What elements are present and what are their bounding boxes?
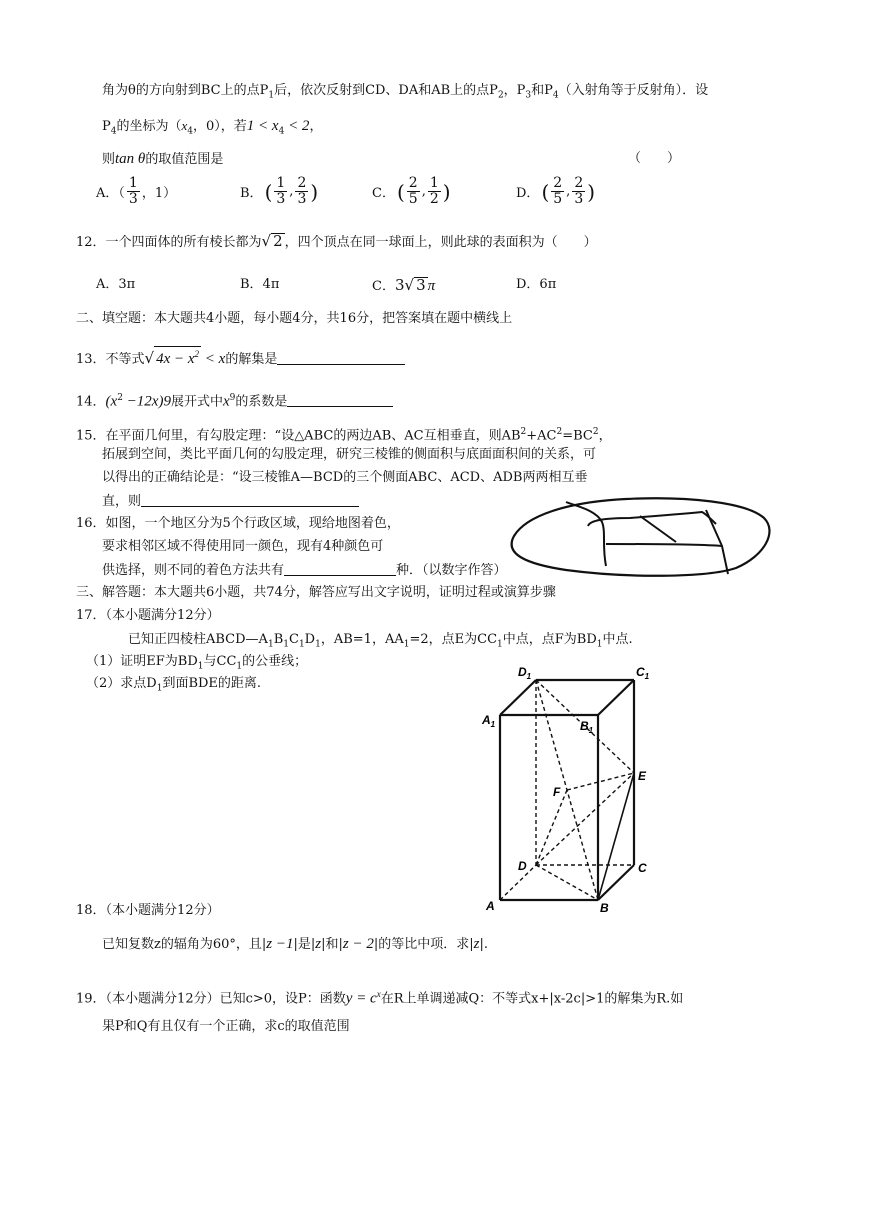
sqrt-radicand: 2 bbox=[273, 232, 283, 250]
fraction bbox=[572, 176, 585, 207]
subscript: 1 bbox=[236, 661, 243, 672]
label-e: E bbox=[638, 769, 647, 783]
q17-stem bbox=[128, 631, 633, 654]
subscript: 4 bbox=[187, 126, 194, 137]
math-expr: < x bbox=[201, 351, 226, 367]
subscript: 2 bbox=[497, 90, 504, 101]
q11-option-c: C． ( $\frac{2}{5}$ , $\frac{1}{2}$ ) bbox=[372, 175, 451, 207]
subscript: 3 bbox=[525, 90, 532, 101]
fraction bbox=[428, 176, 441, 207]
option-label: C． bbox=[372, 279, 395, 294]
q19-text: 19．（本小题满分12分）已知c>0，设P：函数 bbox=[76, 991, 346, 1007]
q15-line3: 以得出的正确结论是：“设三棱锥A—BCD的三个侧面ABC、ACD、ADB两两相互垂 bbox=[102, 470, 588, 485]
q15-line4 bbox=[102, 492, 359, 511]
q18-text: |和| bbox=[321, 937, 343, 952]
q18-stem bbox=[102, 935, 488, 954]
label-a: A bbox=[486, 899, 495, 913]
q11-text: P bbox=[102, 119, 111, 134]
segment-b-e bbox=[598, 773, 634, 900]
math-expr: (x bbox=[105, 393, 118, 410]
subscript: 1 bbox=[497, 639, 503, 650]
numerator: 2 bbox=[297, 175, 307, 191]
q15-line2: 拓展到空间，类比平面几何的勾股定理，研究三棱锥的侧面积与底面面积间的关系，可 bbox=[102, 447, 597, 462]
q12-option-d: D．6π bbox=[516, 277, 557, 292]
subscript: 1 bbox=[156, 683, 163, 694]
q17-text: 中点. bbox=[602, 632, 633, 647]
q11-text: 后，依次反射到CD、DA和AB上的点P bbox=[274, 83, 498, 98]
edge-b1-c1 bbox=[598, 680, 634, 715]
q17-text: ，AB=1，AA bbox=[320, 632, 404, 647]
q11-line1 bbox=[102, 82, 708, 105]
q17-text: 已知正四棱柱ABCD—A bbox=[128, 632, 268, 647]
q16-text: 种．（以数字作答） bbox=[396, 563, 507, 578]
segment-f-d bbox=[536, 790, 567, 865]
superscript: 9 bbox=[229, 393, 236, 403]
q11-text: 的坐标为（ bbox=[116, 119, 182, 134]
region-map-figure bbox=[506, 496, 776, 580]
superscript: 2 bbox=[520, 427, 527, 437]
math-expr: z bbox=[473, 936, 480, 952]
q17-text: =2，点E为CC bbox=[409, 632, 498, 647]
coef: 3 bbox=[394, 276, 405, 294]
pi: π bbox=[427, 278, 436, 294]
q17-part2 bbox=[86, 675, 261, 698]
math-expr: < 2 bbox=[284, 118, 310, 134]
q12-option-b: B．4π bbox=[240, 277, 280, 292]
subscript: 1 bbox=[283, 639, 289, 650]
subscript: 4 bbox=[278, 126, 285, 137]
fraction bbox=[274, 176, 287, 207]
numerator: 1 bbox=[128, 175, 138, 191]
segment-d-b bbox=[536, 865, 598, 900]
subscript: 1 bbox=[197, 661, 204, 672]
q11-line2 bbox=[102, 117, 322, 141]
q17-part1 bbox=[86, 653, 307, 676]
label-d: D bbox=[518, 859, 527, 873]
label-c1: $C_1$ bbox=[636, 665, 650, 681]
superscript: 2 bbox=[556, 427, 563, 437]
q19-line1 bbox=[76, 985, 683, 1008]
q19-line2: 果P和Q有且仅有一个正确，求c的取值范围 bbox=[102, 1019, 350, 1034]
q18-text: |的等比中项．求| bbox=[373, 937, 474, 952]
fraction bbox=[127, 176, 140, 207]
q12-option-a: A．3π bbox=[96, 277, 136, 292]
numerator: 2 bbox=[408, 175, 418, 191]
q15-text: =BC bbox=[562, 428, 593, 444]
q18-heading: 18．（本小题满分12分） bbox=[76, 903, 220, 918]
q11-answer-bracket: （ ） bbox=[628, 151, 681, 166]
denominator: 3 bbox=[297, 191, 307, 207]
math-expr: tan θ bbox=[115, 151, 146, 167]
q17-text: 与CC bbox=[203, 654, 237, 669]
q11-text: 的取值范围是 bbox=[145, 152, 224, 167]
q15-text: ， bbox=[598, 428, 612, 444]
q17-text: D bbox=[304, 632, 316, 647]
map-outline bbox=[512, 498, 770, 576]
q13-answer-blank[interactable] bbox=[277, 350, 405, 365]
q11-text: （入射角等于反射角）．设 bbox=[558, 83, 709, 98]
math-expr: z − 2 bbox=[342, 936, 374, 952]
sqrt-radicand: 3 bbox=[416, 276, 426, 294]
q11-option-d: D． ( $\frac{2}{5}$ , $\frac{2}{3}$ ) bbox=[516, 175, 596, 207]
subscript: 4 bbox=[110, 126, 117, 137]
denominator: 5 bbox=[553, 191, 563, 207]
superscript: 2 bbox=[592, 427, 599, 437]
q18-text: |. bbox=[479, 937, 488, 952]
numerator: 1 bbox=[429, 175, 439, 191]
sqrt-radicand bbox=[154, 346, 201, 367]
radicand-text: 4x − x bbox=[156, 351, 195, 367]
q14 bbox=[76, 389, 393, 411]
q13: 13．不等式√ $4x - x^2 < x$的解集是 bbox=[76, 346, 405, 369]
denominator: 2 bbox=[429, 191, 439, 207]
math-var: x bbox=[181, 118, 188, 133]
q14-text: 14． bbox=[76, 394, 106, 410]
segment-d-e bbox=[536, 773, 634, 865]
option-label: B． bbox=[240, 186, 263, 201]
subscript: 1 bbox=[315, 639, 321, 650]
subscript: 4 bbox=[552, 90, 559, 101]
q12-stem: 12．一个四面体的所有棱长都为√ 2 ，四个顶点在同一球面上，则此球的表面积为（ ） bbox=[76, 232, 597, 250]
q11-option-b: B． ( $\frac{1}{3}$ , $\frac{2}{3}$ ) bbox=[240, 175, 319, 207]
label-d1: $D_1$ bbox=[518, 665, 532, 681]
edge-a1-d1 bbox=[500, 680, 536, 715]
numerator: 1 bbox=[276, 175, 286, 191]
subscript: 1 bbox=[268, 90, 275, 101]
denominator: 3 bbox=[574, 191, 584, 207]
q15-text: 15．在平面几何里，有勾股定理：“设△ABC的两边AB、AC互相垂直，则AB bbox=[76, 428, 521, 444]
subscript: 1 bbox=[298, 639, 305, 650]
math-expr: z bbox=[315, 936, 322, 952]
q12-option-c: C．3√ 3 π bbox=[372, 276, 436, 294]
q11-text: ， bbox=[309, 119, 323, 134]
q11-options bbox=[96, 176, 796, 216]
label-a1: $A_1$ bbox=[482, 713, 496, 729]
option-label: A．（ bbox=[96, 186, 125, 201]
q17-text: C bbox=[288, 632, 299, 647]
q11-text: 和P bbox=[531, 83, 553, 98]
q11-text: 则 bbox=[102, 152, 116, 167]
fraction bbox=[551, 176, 564, 207]
q14-text: 的系数是 bbox=[235, 394, 288, 410]
q18-text: 已知复数z的辐角为60°，且| bbox=[102, 937, 267, 952]
q11-line3 bbox=[102, 150, 223, 169]
q17-heading: 17．（本小题满分12分） bbox=[76, 608, 220, 623]
math-expr: y = c bbox=[345, 990, 377, 1007]
q13-text: 的解集是 bbox=[225, 352, 278, 367]
numerator: 2 bbox=[553, 175, 563, 191]
q15-text: +AC bbox=[526, 428, 557, 444]
q14-answer-blank[interactable] bbox=[287, 392, 393, 407]
superscript: 2 bbox=[117, 393, 123, 403]
q11-text: 角为θ的方向射到BC上的点P bbox=[102, 83, 269, 98]
q11-text: ，P bbox=[503, 83, 526, 98]
q16-line2: 要求相邻区域不得使用同一颜色，现有4种颜色可 bbox=[102, 539, 384, 554]
option-label: C． bbox=[372, 186, 395, 201]
math-expr: z −1 bbox=[266, 936, 294, 952]
section3-heading: 三、解答题：本大题共6小题，共74分，解答应写出文字说明，证明过程或演算步骤 bbox=[76, 585, 556, 600]
q16-line1: 16．如图，一个地区分为5个行政区域，现给地图着色， bbox=[76, 516, 400, 531]
subscript: 1 bbox=[596, 639, 603, 650]
label-c: C bbox=[638, 861, 647, 875]
denominator: 3 bbox=[276, 191, 286, 207]
q12-text: ，四个顶点在同一球面上，则此球的表面积为（ ） bbox=[284, 235, 597, 250]
option-label: D． bbox=[516, 186, 540, 201]
q16-answer-blank[interactable] bbox=[284, 561, 396, 576]
q13-text: 13．不等式 bbox=[76, 352, 145, 367]
denominator: 5 bbox=[408, 191, 418, 207]
q17-text: 中点，点F为BD bbox=[502, 632, 597, 647]
subscript: 1 bbox=[267, 639, 274, 650]
label-b1: $B_1$ bbox=[580, 719, 594, 735]
math-expr: 1 < x bbox=[246, 118, 279, 134]
option-tail: ，1） bbox=[141, 186, 177, 201]
q19-text: 在R上单调递减Q：不等式x+|x-2c|>1的解集为R.如 bbox=[380, 991, 684, 1007]
q15-text: 直，则 bbox=[102, 494, 142, 509]
label-b: B bbox=[600, 901, 609, 915]
q12-text: 12．一个四面体的所有棱长都为 bbox=[76, 235, 262, 250]
q17-text: （2）求点D bbox=[86, 676, 157, 691]
fraction bbox=[407, 176, 420, 207]
math-var: x bbox=[222, 393, 230, 410]
q17-text: （1）证明EF为BD bbox=[86, 654, 198, 669]
prism-figure bbox=[476, 660, 676, 915]
label-f: F bbox=[553, 785, 561, 799]
denominator: 3 bbox=[128, 191, 138, 207]
q17-text: 到面BDE的距离. bbox=[162, 676, 262, 691]
superscript: x bbox=[376, 989, 381, 999]
q15-answer-blank[interactable] bbox=[141, 492, 359, 507]
q18-text: |是| bbox=[293, 937, 316, 952]
superscript: 2 bbox=[194, 349, 200, 359]
subscript: 1 bbox=[403, 639, 410, 650]
fraction bbox=[295, 176, 308, 207]
q16-line3 bbox=[102, 561, 507, 580]
section2-heading: 二、填空题：本大题共4小题，每小题4分，共16分，把答案填在题中横线上 bbox=[76, 311, 513, 326]
q11-option-a bbox=[96, 176, 176, 207]
q11-text: ，0），若 bbox=[193, 119, 247, 134]
q14-text: 展开式中 bbox=[170, 394, 223, 410]
q15-line1 bbox=[76, 423, 612, 445]
q17-text: 的公垂线； bbox=[242, 654, 308, 669]
q17-text: B bbox=[273, 632, 284, 647]
math-expr: −12x)9 bbox=[122, 393, 171, 410]
q16-text: 供选择，则不同的着色方法共有 bbox=[102, 563, 285, 578]
numerator: 2 bbox=[574, 175, 584, 191]
